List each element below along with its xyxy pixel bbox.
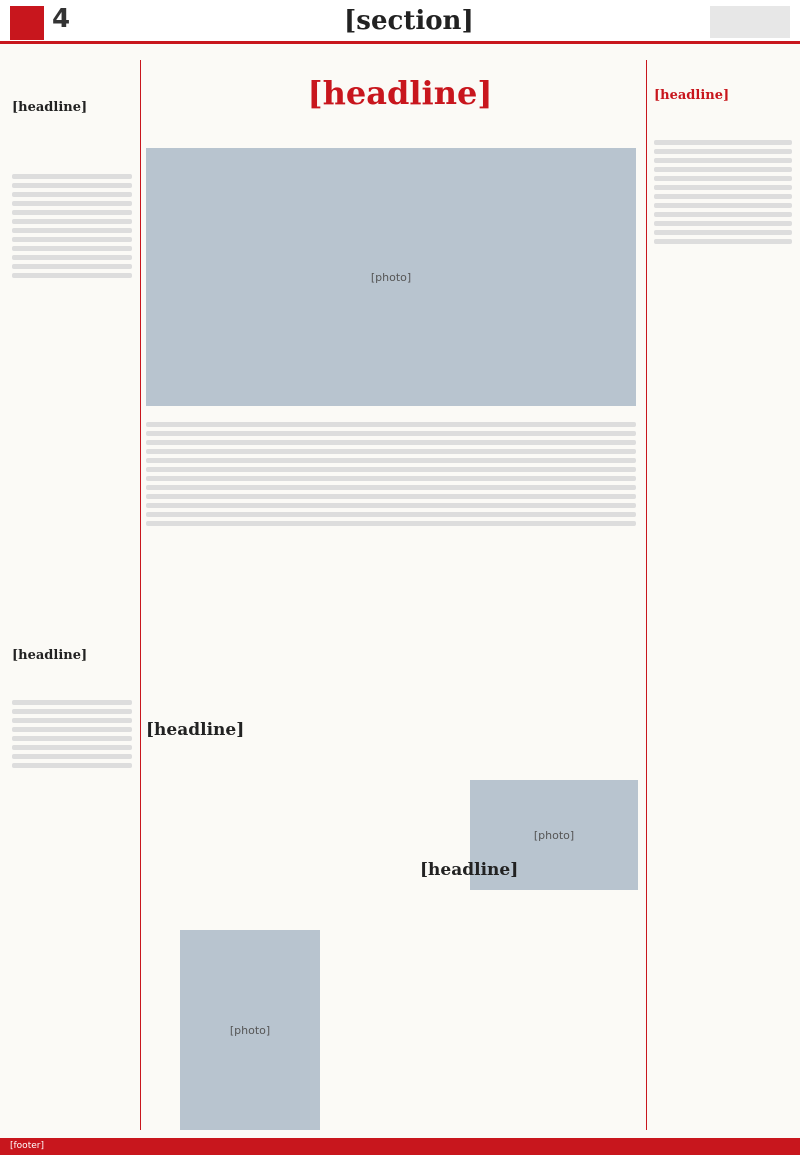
right-story-photo: [photo] [470, 780, 638, 890]
main-headline: [headline] [307, 74, 493, 112]
masthead-logo-icon [710, 6, 790, 38]
footer: [footer] [0, 1138, 800, 1155]
sidebar-body [654, 136, 792, 1126]
main-photo: [photo] [146, 148, 636, 406]
page-number: 4 [52, 4, 71, 34]
masthead [0, 0, 800, 44]
left-column-headline: [headline] [12, 100, 88, 115]
section-title: [section] [344, 6, 474, 36]
left-column-body [12, 170, 132, 640]
sidebar-headline: [headline] [654, 88, 730, 103]
newspaper-logo-icon [10, 6, 44, 40]
left-story-photo: [photo] [180, 930, 320, 1130]
main-story-body [146, 418, 636, 708]
left-sub-headline: [headline] [12, 648, 88, 663]
middle-headline: [headline] [146, 720, 245, 740]
bottom-right-headline: [headline] [420, 860, 519, 880]
left-sub-body [12, 696, 132, 1126]
